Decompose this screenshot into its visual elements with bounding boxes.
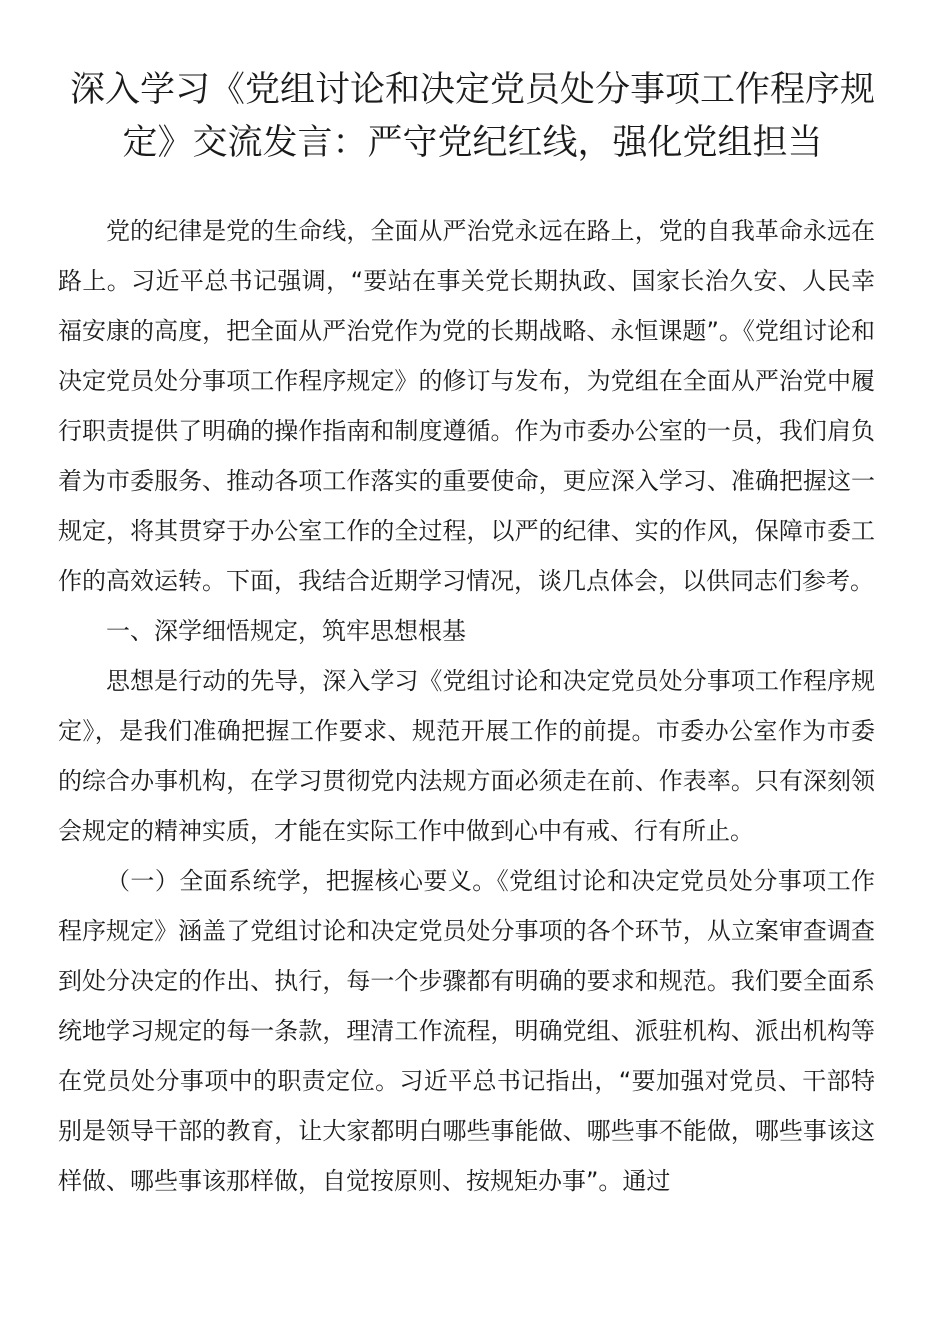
paragraph-intro: 党的纪律是党的生命线，全面从严治党永远在路上，党的自我革命永远在路上。习近平总书记强调，“要站在事关党长期执政、国家长治久安、人民幸福安康的高度，把全面从严治党作为党的长期战略、永恒课题”。《党组讨论和决定党员处分事项工作程序规定》的修订与发布，为党组在全面从严治党中履行职责提供了明确的操作指南和制度遵循。作为市委办公室的一员，我们肩负着为市委服务、推动各项工作落实的重要使命，更应深入学习、准确把握这一规定，将其贯穿于办公室工作的全过程，以严的纪律、实的作风，保障市委工作的高效运转。下面，我结合近期学习情况，谈几点体会，以供同志们参考。 bbox=[58, 217, 875, 595]
section-heading-1: 一、深学细悟规定，筑牢思想根基 bbox=[106, 617, 466, 645]
document-title: 深入学习《党组讨论和决定党员处分事项工作程序规定》交流发言：严守党纪红线，强化党组担当 bbox=[70, 70, 876, 163]
paragraph-section-1: 思想是行动的先导，深入学习《党组讨论和决定党员处分事项工作程序规定》，是我们准确把握工作要求、规范开展工作的前提。市委办公室作为市委的综合办事机构，在学习贯彻党内法规方面必须走在前、作表率。只有深刻领会规定的精神实质，才能在实际工作中做到心中有戒、行有所止。 bbox=[58, 667, 875, 845]
paragraph-subsection-1: （一）全面系统学，把握核心要义。《党组讨论和决定党员处分事项工作程序规定》涵盖了党组讨论和决定党员处分事项的各个环节，从立案审查调查到处分决定的作出、执行，每一个步骤都有明确的要求和规范。我们要全面系统地学习规定的每一条款，理清工作流程，明确党组、派驻机构、派出机构等在党员处分事项中的职责定位。习近平总书记指出，“要加强对党员、干部特别是领导干部的教育，让大家都明白哪些事能做、哪些事不能做，哪些事该这样做、哪些事该那样做，自觉按原则、按规矩办事”。通过 bbox=[58, 867, 875, 1195]
